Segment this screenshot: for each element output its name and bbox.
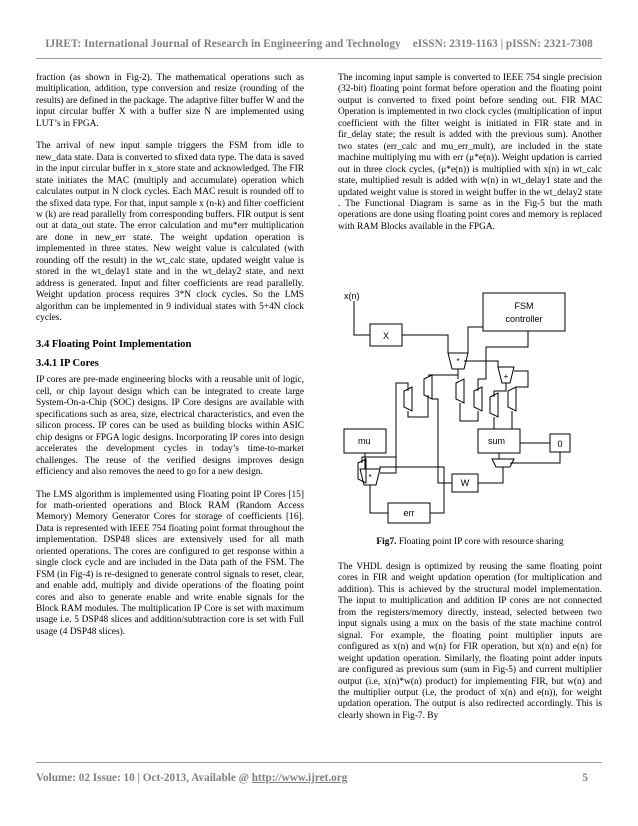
zero-to-mux bbox=[510, 452, 560, 463]
controller-label: controller bbox=[505, 314, 543, 324]
adder-loop bbox=[514, 371, 528, 387]
block-diagram-svg bbox=[338, 287, 602, 537]
err-label: err bbox=[403, 508, 415, 518]
mult-to-err bbox=[370, 485, 388, 513]
sum-label: sum bbox=[488, 436, 506, 446]
running-header bbox=[0, 38, 638, 50]
mux-center bbox=[456, 379, 464, 403]
figure-7-diagram bbox=[338, 287, 602, 537]
left-paragraph-3: IP cores are pre-made engineering blocks with a reusable unit of logic, cell, or chip layout design which can be integrated to create large System-On-a-Chip (SOC) designs. IP Core designs are available with specifications such as area, size, electrical characteristics, and even the silicon process. IP cores can be used as building blocks within ASIC chip designs or FPGA logic designs. Incorporating IP cores into design accelerates the development cycles in today’s time-to-market challenges. The reuse of the verified designs improves design efficiency and also removes the need to go for a new design. bbox=[36, 375, 304, 478]
err-loop bbox=[380, 467, 444, 513]
left-paragraph-2: The arrival of new input sample triggers the FSM from idle to new_data state. Data is converted to sfixed data type. The data is saved in the input circular buffer in x_store state and acknowledged. The FIR state initiates the MAC (multiply and accumulate) operation which calculates output in N clock cycles. Each MAC result is rounded off to the sfixed data type. For that, input sample x (n-k) and filter coefficient w (k) are read parallelly from corresponding buffers. FIR output is sent out at data_out state. The error calculation and mu*err multiplication are done in new_err state. The weight updation operation is implemented in three states. New weight value is calculated (with rounding off the result) in the wt_calc state, updated weight value is stored in the wt_delay1 state and in the wt_delay2 state, and next address is generated. Input and filter coefficients are read parallelly. Weight updation process requires 3*N clock cycles. So the LMS algorithm can be implemented in 9 individual states with 5+4N clock cycles. bbox=[36, 141, 304, 324]
mult-symbol-bottom: * bbox=[368, 473, 372, 482]
footer-rule bbox=[36, 762, 602, 763]
mu-label: mu bbox=[358, 436, 371, 446]
running-footer bbox=[36, 772, 602, 784]
issn: eISSN: 2319-1163 | pISSN: 2321-7308 bbox=[412, 38, 593, 50]
right-paragraph-1: The incoming input sample is converted to IEEE 754 single precision (32-bit) floating point format before operation and the floating point output is converted to fixed point before sending out. FIR MAC Operation is implemented in two clock cycles (multiplication of input coefficient with the filter weight is initiated in FIR state and in fir_delay state; the result is added with the previous sum). Another two states (err_calc and mu_err_mult), are included in the state machine multiplying mu with err (μ*e(n)). Weight updation is carried out in three clock cycles, (μ*e(n)) is multiplied with x(n) in wt_calc state, multiplied result is added with w(n) in wt_delay1 state and the updated weight value is stored in weight buffer in the wt_delay2 state . The Functional Diagram is same as in the Fig-5 but the math operations are done using floating point cores and memory is replaced with RAM Blocks available in the FPGA. bbox=[338, 73, 602, 232]
plus-symbol: + bbox=[503, 372, 509, 381]
footer-prefix: Volume: 02 Issue: 10 | Oct-2013, Available @ bbox=[36, 772, 252, 784]
bottom-left-wire bbox=[362, 457, 396, 463]
right-paragraph-2: The VHDL design is optimized by reusing the same floating point cores in FIR and weight updation operation (for multiplication and addition). This is achieved by the structural model implementation. The input to multiplication and addition IP cores are not connected from the registers/memory directly, instead, selected between two input signals using a mux on the basis of the state machine control signal. For example, the floating point multiplier inputs are configured as x(n) and w(n) for FIR operation, but x(n) and e(n) for weight updation operation. Similarly, the floating point adder inputs are configured as previous sum (sum in Fig-5) and current multiplier output (i.e, x(n)*w(n) product) for implementing FIR, but w(n) and the multiplier output (i.e, the product of x(n) and e(n)), for weight updation operation. The output is also redirected accordingly. This is clearly shown in Fig-7. By bbox=[338, 562, 602, 721]
figure-caption bbox=[338, 537, 602, 547]
w-to-mux bbox=[432, 399, 452, 483]
right-column bbox=[338, 73, 602, 244]
page-number: 5 bbox=[582, 772, 588, 784]
header-rule bbox=[36, 58, 602, 59]
center-down bbox=[460, 403, 478, 421]
mux-far-right bbox=[508, 387, 516, 411]
journal-link[interactable]: http://www.ijret.org bbox=[251, 772, 348, 784]
left-column bbox=[36, 73, 304, 649]
caption-label: Fig7. bbox=[376, 537, 397, 547]
w-label: W bbox=[460, 478, 470, 488]
left-paragraph-1: fraction (as shown in Fig-2). The mathematical operations such as multiplication, addition, type conversion and resize (rounding of the results) are defined in the package. The adaptive filter buffer W and the input circular buffer X with a buffer size N are implemented using LUT’s in FPGA. bbox=[36, 73, 304, 129]
control-wire bbox=[478, 331, 528, 391]
x-to-mult bbox=[402, 335, 448, 353]
zero-label: 0 bbox=[557, 439, 563, 449]
mux-left-down bbox=[408, 395, 428, 417]
left-paragraph-4: The LMS algorithm is implemented using Floating point IP Cores [15] for math-oriented operations and Block RAM (Random Access Memory) Memory Generator Cores for storage of coefficients [16]. Data is represented with IEEE 754 floating point format throughout the implementation. DSP48 slices are extensively used for all math oriented operations. The cores are configured to get response within a single clock cycle and are included in the Data path of the FSM. The FSM (in Fig-4) is re-designed to generate control signals to reset, clear, and enable add, multiply and divide operations of the floating point cores and also to generate enable and write enable signals for the Block RAM modules. The multiplication IP Core is set with maximum usage i.e. 5 DSP48 slices and addition/subtraction core is set with Full usage (4 DSP48 slices). bbox=[36, 489, 304, 637]
xn-wire bbox=[354, 301, 370, 335]
caption-text: Floating point IP core with resource sharing bbox=[396, 537, 564, 547]
section-heading: 3.4 Floating Point Implementation bbox=[36, 338, 192, 350]
fsm-label: FSM bbox=[514, 301, 534, 311]
fsm-controller-box bbox=[483, 293, 565, 331]
mult-symbol-top: * bbox=[456, 357, 460, 366]
right-column-lower bbox=[338, 562, 602, 733]
subsection-heading: 3.4.1 IP Cores bbox=[36, 357, 99, 369]
mux-to-w bbox=[478, 467, 503, 483]
adder-down bbox=[494, 383, 506, 397]
x-label: X bbox=[382, 331, 390, 341]
fsm-to-mult bbox=[468, 327, 483, 353]
xn-label: x(n) bbox=[344, 291, 360, 301]
mult-to-adder bbox=[464, 361, 498, 367]
journal-name: IJRET: International Journal of Research in Engineering and Technology bbox=[45, 38, 401, 50]
